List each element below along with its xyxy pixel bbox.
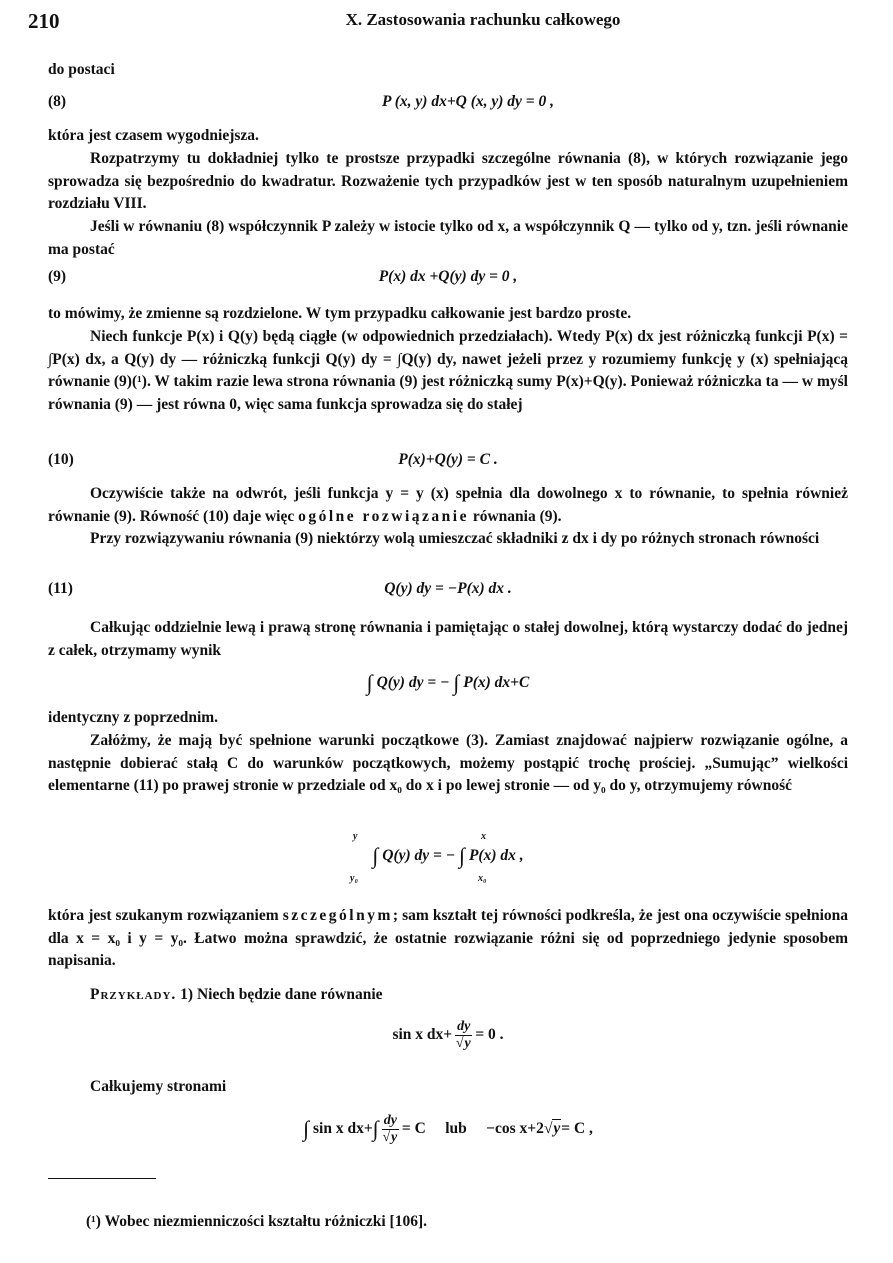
running-title: X. Zastosowania rachunku całkowego: [345, 10, 621, 29]
paragraph-9: Całkując oddzielnie lewą i prawą stronę równania i pamiętając o stałej dowolnej, którą wystarczy dodać do jednej z całek, otrzymamy wynik: [48, 619, 848, 659]
paragraph-10: identyczny z poprzednim.: [48, 709, 219, 726]
spaced-emphasis: szczególnym: [282, 907, 393, 924]
radicand: y: [391, 1130, 398, 1145]
equation-body: [48, 1019, 848, 1052]
integral-sign: ∫: [453, 670, 460, 695]
footnote: (¹) Wobec niezmienniczości kształtu różniczki [106].: [86, 1212, 427, 1230]
equation-definite-integrals: [48, 831, 848, 884]
equation-part: sin x dx+: [313, 1120, 373, 1138]
equation-number: (8): [48, 93, 67, 110]
equation-part: P(x) dx ,: [468, 847, 524, 864]
paragraph-2: która jest czasem wygodniejsza.: [48, 127, 259, 144]
equation-body: [48, 670, 848, 696]
equation-part: Q(y) dy = −: [382, 847, 456, 864]
equation-part: = 0 .: [475, 1026, 504, 1044]
equation-part: = C: [401, 1120, 426, 1138]
square-root: √y: [543, 1120, 561, 1138]
page-header: [28, 9, 858, 35]
paragraph-14: Całkujemy stronami: [90, 1078, 227, 1095]
equation-part: Q(y) dy = −: [376, 674, 450, 691]
paragraph-12: [48, 905, 848, 973]
footnote-rule: [48, 1178, 156, 1179]
integral-sign: ∫: [459, 843, 466, 868]
conjunction-lub: lub: [445, 1120, 467, 1138]
text-run: Oczywiście także na odwrót, jeśli funkcja y = y (x) spełnia dla dowolnego x to równanie, to spełnia również równanie (9). Równość (10) daje więc: [48, 485, 848, 525]
paragraph-8: Przy rozwiązywaniu równania (9) niektórzy wolą umieszczać składniki z dx i dy po różnych stronach równości: [90, 530, 820, 547]
paragraph-4: Jeśli w równaniu (8) współczynnik P zależy w istocie tylko od x, a współczynnik Q — tylko od y, tzn. jeśli równanie ma postać: [48, 218, 848, 258]
paragraph-7: [48, 483, 848, 528]
integral-sign: ∫: [366, 670, 373, 695]
equation-part: P(x) dx+C: [463, 674, 530, 691]
page-number: 210: [28, 9, 60, 33]
examples-paragraph: [48, 984, 848, 1007]
text-run: która jest szukanym rozwiązaniem: [48, 907, 279, 924]
examples-label: Przykłady.: [90, 986, 177, 1003]
paragraph-11: Załóżmy, że mają być spełnione warunki początkowe (3). Zamiast znajdować najpierw rozwiązanie ogólne, a następnie dobierać stałą C do warunków początkowych, możemy postąpić trochę prościej. „Sumując” wielkości elementarne (11) po prawej stronie w przedziale od x₀ do x i po lewej stronie — od y₀ do y, otrzymujemy równość: [48, 732, 848, 795]
radicand: y: [553, 1120, 561, 1138]
integral-lower-limit: y₀: [350, 873, 358, 884]
equation-number: (11): [48, 580, 73, 597]
integral-upper-limit: y: [353, 831, 358, 842]
square-root: √y: [382, 1130, 398, 1145]
integral-sign: ∫: [372, 843, 379, 868]
equation-part: sin x dx+: [392, 1026, 453, 1044]
fraction-denominator: [455, 1036, 472, 1052]
integral-upper-limit: x: [481, 831, 486, 842]
equation-number: (9): [48, 268, 67, 285]
equation-body: [48, 1113, 848, 1146]
paragraph-3: Rozpatrzymy tu dokładniej tylko te prostsze przypadki szczególne równania (8), w których rozwiązanie jego sprowadza się bezpośrednio do kwadratur. Rozważenie tych przypadków jest w ten sposób naturalnym uzupełnieniem rozdziału VIII.: [48, 150, 848, 213]
paragraph-5: to mówimy, że zmienne są rozdzielone. W tym przypadku całkowanie jest bardzo proste.: [48, 305, 632, 322]
square-root: √y: [455, 1036, 471, 1051]
equation-body: Q(y) dy = −P(x) dx .: [384, 580, 512, 597]
fraction: [382, 1113, 399, 1146]
equation-body: P(x)+Q(y) = C .: [398, 451, 498, 468]
spaced-emphasis: ogólne rozwiązanie: [298, 507, 469, 525]
equation-body: [48, 843, 848, 869]
fraction: [455, 1019, 472, 1052]
equation-number: (10): [48, 451, 74, 468]
radicand: y: [464, 1036, 471, 1051]
integral-sign: ∫: [303, 1116, 310, 1142]
equation-body: P(x) dx +Q(y) dy = 0 ,: [378, 268, 518, 285]
integral-lower-limit: x₀: [478, 873, 487, 884]
text-run: 1) Niech będzie dane równanie: [180, 986, 383, 1003]
fraction-denominator: [382, 1130, 399, 1146]
paragraph-6: Niech funkcje P(x) i Q(y) będą ciągłe (w odpowiednich przedziałach). Wtedy P(x) dx jest różniczką funkcji P(x) = ∫P(x) dx, a Q(y) dy — różniczką funkcji Q(y) dy = ∫Q(y) dy, nawet jeżeli przez y rozumiemy funkcję y (x) spełniającą równanie (9)(¹). W takim razie lewa strona równania (9) jest różniczką sumy P(x)+Q(y). Ponieważ różniczka ta — w myśl równania (9) — jest równa 0, więc sama funkcja sprowadza się do stałej: [48, 328, 848, 413]
fraction-numerator: dy: [457, 1019, 471, 1034]
fraction-numerator: dy: [383, 1113, 397, 1128]
equation-part: −cos x+2: [486, 1120, 544, 1138]
equation-part: = C ,: [561, 1120, 593, 1138]
paragraph-1: do postaci: [48, 61, 115, 78]
equation-body: P (x, y) dx+Q (x, y) dy = 0 ,: [381, 93, 555, 110]
text-run: ; sam kształt tej równości podkreśla, że jest ona oczywiście spełniona dla x = x₀ i y = y₀. Łatwo można sprawdzić, że ostatnie rozwiązanie różni się od poprzedniego jedynie sposobem napisania.: [48, 907, 848, 970]
integral-sign: ∫: [372, 1116, 379, 1142]
text-run: równania (9).: [472, 507, 562, 525]
